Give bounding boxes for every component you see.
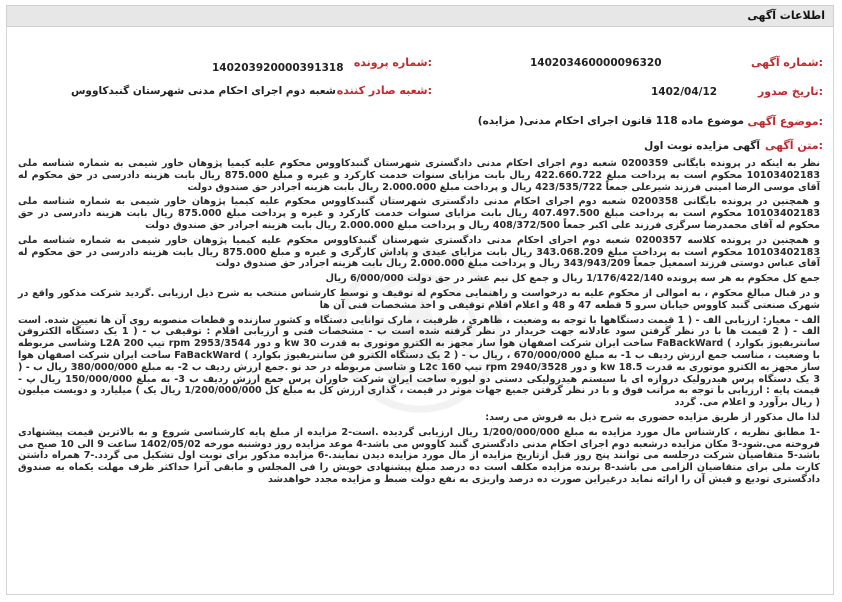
file-number-label: شماره پرونده:: [353, 56, 432, 69]
body-paragraph-3: و همچنین در پرونده کلاسه 0200357 شعبه دوم اجرای احکام مدنی دادگستری شهرستان گنبدکاووس محکوم علیه کیمیا پژوهان خاور شیمی به شماره شناسه ملی 10103402183 محکوم است به پرداخت مبلغ 343.068.209 ریال بابت مزایای عیدی و پاداش کارگری و غیره و مبلغ 875.000 ریال بابت هزینه دادرسی در حق محکوم له آقای عباس دوستی فرزند اسمعیل جمعاً 343/943/209 ریال و پرداخت مبلغ 2.000.000 ریال بابت هزینه اجرادر حق صندوق دولت: [18, 234, 821, 270]
ad-number-value: 140203460000096320: [530, 57, 662, 69]
subject-label: موضوع آگهی:: [747, 115, 823, 128]
body-paragraph-6: الف - معیار: ارزیابی الف - ( 1 قیمت دستگاهها با توجه به وضعیت ، ظاهری ، ظرفیت ، مارک توانایی دستگاه و کشور سازنده و قطعات منصوبه روی آن ها تعیین شده. است الف - ( 2 قیمت ها با در نظر گرفتن سود عادلانه جهت خریدار در نظر گرفته شده است ب - مشخصات فنی و ارزیابی اقلام : توقیفی ب - ( 1 یک دستگاه الکتروفن سانتریفیوژ بکوارد ) FaBackWard ساخت ایران شرکت اصفهان هوا ساز مجهز به الکترو موتوری به قدرت 30 kw و دور 2953/3544 rpm تیپ 200 L2A وشاسی مربوطه با وضعیت ، مناسب جمع ارزش ردیف ب 1- به مبلغ 670/000/000 ، ریال ب - ( 2 یک دستگاه الکترو فن سانتریفیوژ بکوارد ) FaBackWard ساخت ایران شرکت اصفهان هوا ساز مجهز به الکترو موتوری به قدرت 18.5 kw و دور 2940/3528 rpm تیپ 160 L2c و شاسی مربوطه در حد نو .جمع ارزش ردیف ب 2- به مبلغ 380/000/000 ریال ب - ( 3 یک دستگاه پرس هیدرولیک دروازه ای با سیستم هیدرولیکی دستی دو لیوره ساخت ایران شرکت خاوران پرس جمع ارزش ردیف ب 3- به مبلغ 150/000/000 ریال پ - قیمت پایه : ارزیابی با توجه به مراتب فوق و با در نظر گرفتن جمیع جهات موثر در قیمت ، گذاری ارزش کل به مبلغ کل 1/200/000/000 ریال یک ) میلیارد و دویست میلیون ( ریال برآورد و اعلام می. گردد: [18, 314, 821, 409]
issuer-label: شعبه صادر کننده:: [336, 84, 432, 97]
text-label: متن آگهی:: [765, 139, 823, 152]
date-value: 1402/04/12: [651, 86, 718, 98]
file-number-value: 140203920000391318: [212, 62, 344, 74]
ad-number-label: شماره آگهی:: [751, 56, 823, 69]
body-paragraph-7: لذا مال مذکور از طریق مزایده حضوری به شرح ذیل به فروش می رسد:: [485, 411, 820, 423]
body-paragraph-1: نظر به اینکه در پرونده بایگانی 0200359 شعبه دوم اجرای احکام مدنی دادگستری شهرستان گنبدکاووس محکوم علیه کیمیا پژوهان خاور شیمی به شماره شناسه ملی 10103402183 محکوم است به پرداخت مبلغ 422.660.722 ریال بابت مزایای سنوات خدمت کارکرد و غیره و مبلغ 875.000 ریال بابت هزینه دادرسی در حق محکوم له آقای موسی الرضا امینی فرزند شیرعلی جمعاً 423/535/722 ریال و پرداخت مبلغ 2.000.000 ریال بابت هزینه اجرادر حق صندوق دولت: [18, 158, 821, 193]
body-paragraph-4: جمع کل محکوم به هر سه پرونده 1/176/422/140 ریال و جمع کل نیم عشر در حق دولت 6/000/000 ریال: [325, 273, 820, 285]
body-paragraph-8: -1 مطابق نظریه ، کارشناس مال مورد مزایده به مبلغ 1/200/000/000 ریال ارزیابی گردیده .است-2 مزایده از مبلغ پایه کارشناسی شروع و به بالاترین قیمت پیشنهادی فروخته می.شود-3 مکان مزایده درشعبه دوم اجرای احکام مدنی دادگستری گنبد کاووس می باشد-4 موعد مزایده روز دوشنبه مورخه 1402/05/02 ساعت 9 الی 10 صبح می باشد-5 متقاضیان شرکت درجلسه می توانند پنج روز قبل ازتاریخ مزایده از مال مورد مزایده دیدن نمایند.-6 مزایده مذکور برای نوبت اول تشکیل می گردد.-7 همراه داشتن کارت ملی برای متقاضیان الزامی می باشد-8 برنده مزایده مکلف است ده درصد مبلغ پیشنهادی خویش را فی المجلس و مابقی آنرا حداکثر ظرف مهلت یکماه به صندوق دادگستری تودیع و فیش آن را ارائه نماید درغیراین صورت ده درصد واریزی به نفع دولت ضبط و مزایده مجدد خواهدشد: [18, 426, 821, 485]
body-paragraph-2: و همچنین در پرونده بایگانی 0200358 شعبه دوم اجرای احکام مدنی دادگستری شهرستان گنبدکاووس محکوم علیه کیمیا پژوهان خاور شیمی به شماره شناسه ملی 10103402183 محکوم است به پرداخت مبلغ 407.497.500 ریال بابت مزایای سنوات خدمت کارکرد و غیره و پرداخت مبلغ 875.000 ریال بابت هزینه دادرسی در حق محکوم له آقای محمدرضا سرگزی فرزند علی اکبر جمعاً 408/372/500 ریال و پرداخت مبلغ 2.000.000 ریال بابت هزینه اجرادر حق صندوق دولت: [18, 196, 820, 231]
header-bar: [6, 5, 834, 27]
header-title: اطلاعات آگهی: [747, 9, 825, 22]
date-label: تاریخ صدور:: [757, 85, 823, 98]
ad-body: [18, 158, 820, 489]
subject-value: موضوع ماده 118 قانون اجرای احکام مدنی( مزایده): [477, 115, 744, 127]
issuer-value: شعبه دوم اجرای احکام مدنی شهرستان گنبدکاووس: [70, 85, 336, 97]
text-heading: آگهی مزایده نوبت اول: [644, 140, 760, 152]
body-paragraph-5: و در قبال مبالغ محکوم ، به اموالی از محکوم علیه به درخواست و راهنمایی محکوم له توقیف و توسط کارشناس منتخب به شرح ذیل ارزیابی .گردید شرکت مذکور واقع در شهرک صنعتی گنبد کاووس خیابان سرو 5 قطعه 47 و 48 و اعلام اقلام توقیفی و اخذ مشخصات فنی آن ها: [18, 287, 820, 311]
